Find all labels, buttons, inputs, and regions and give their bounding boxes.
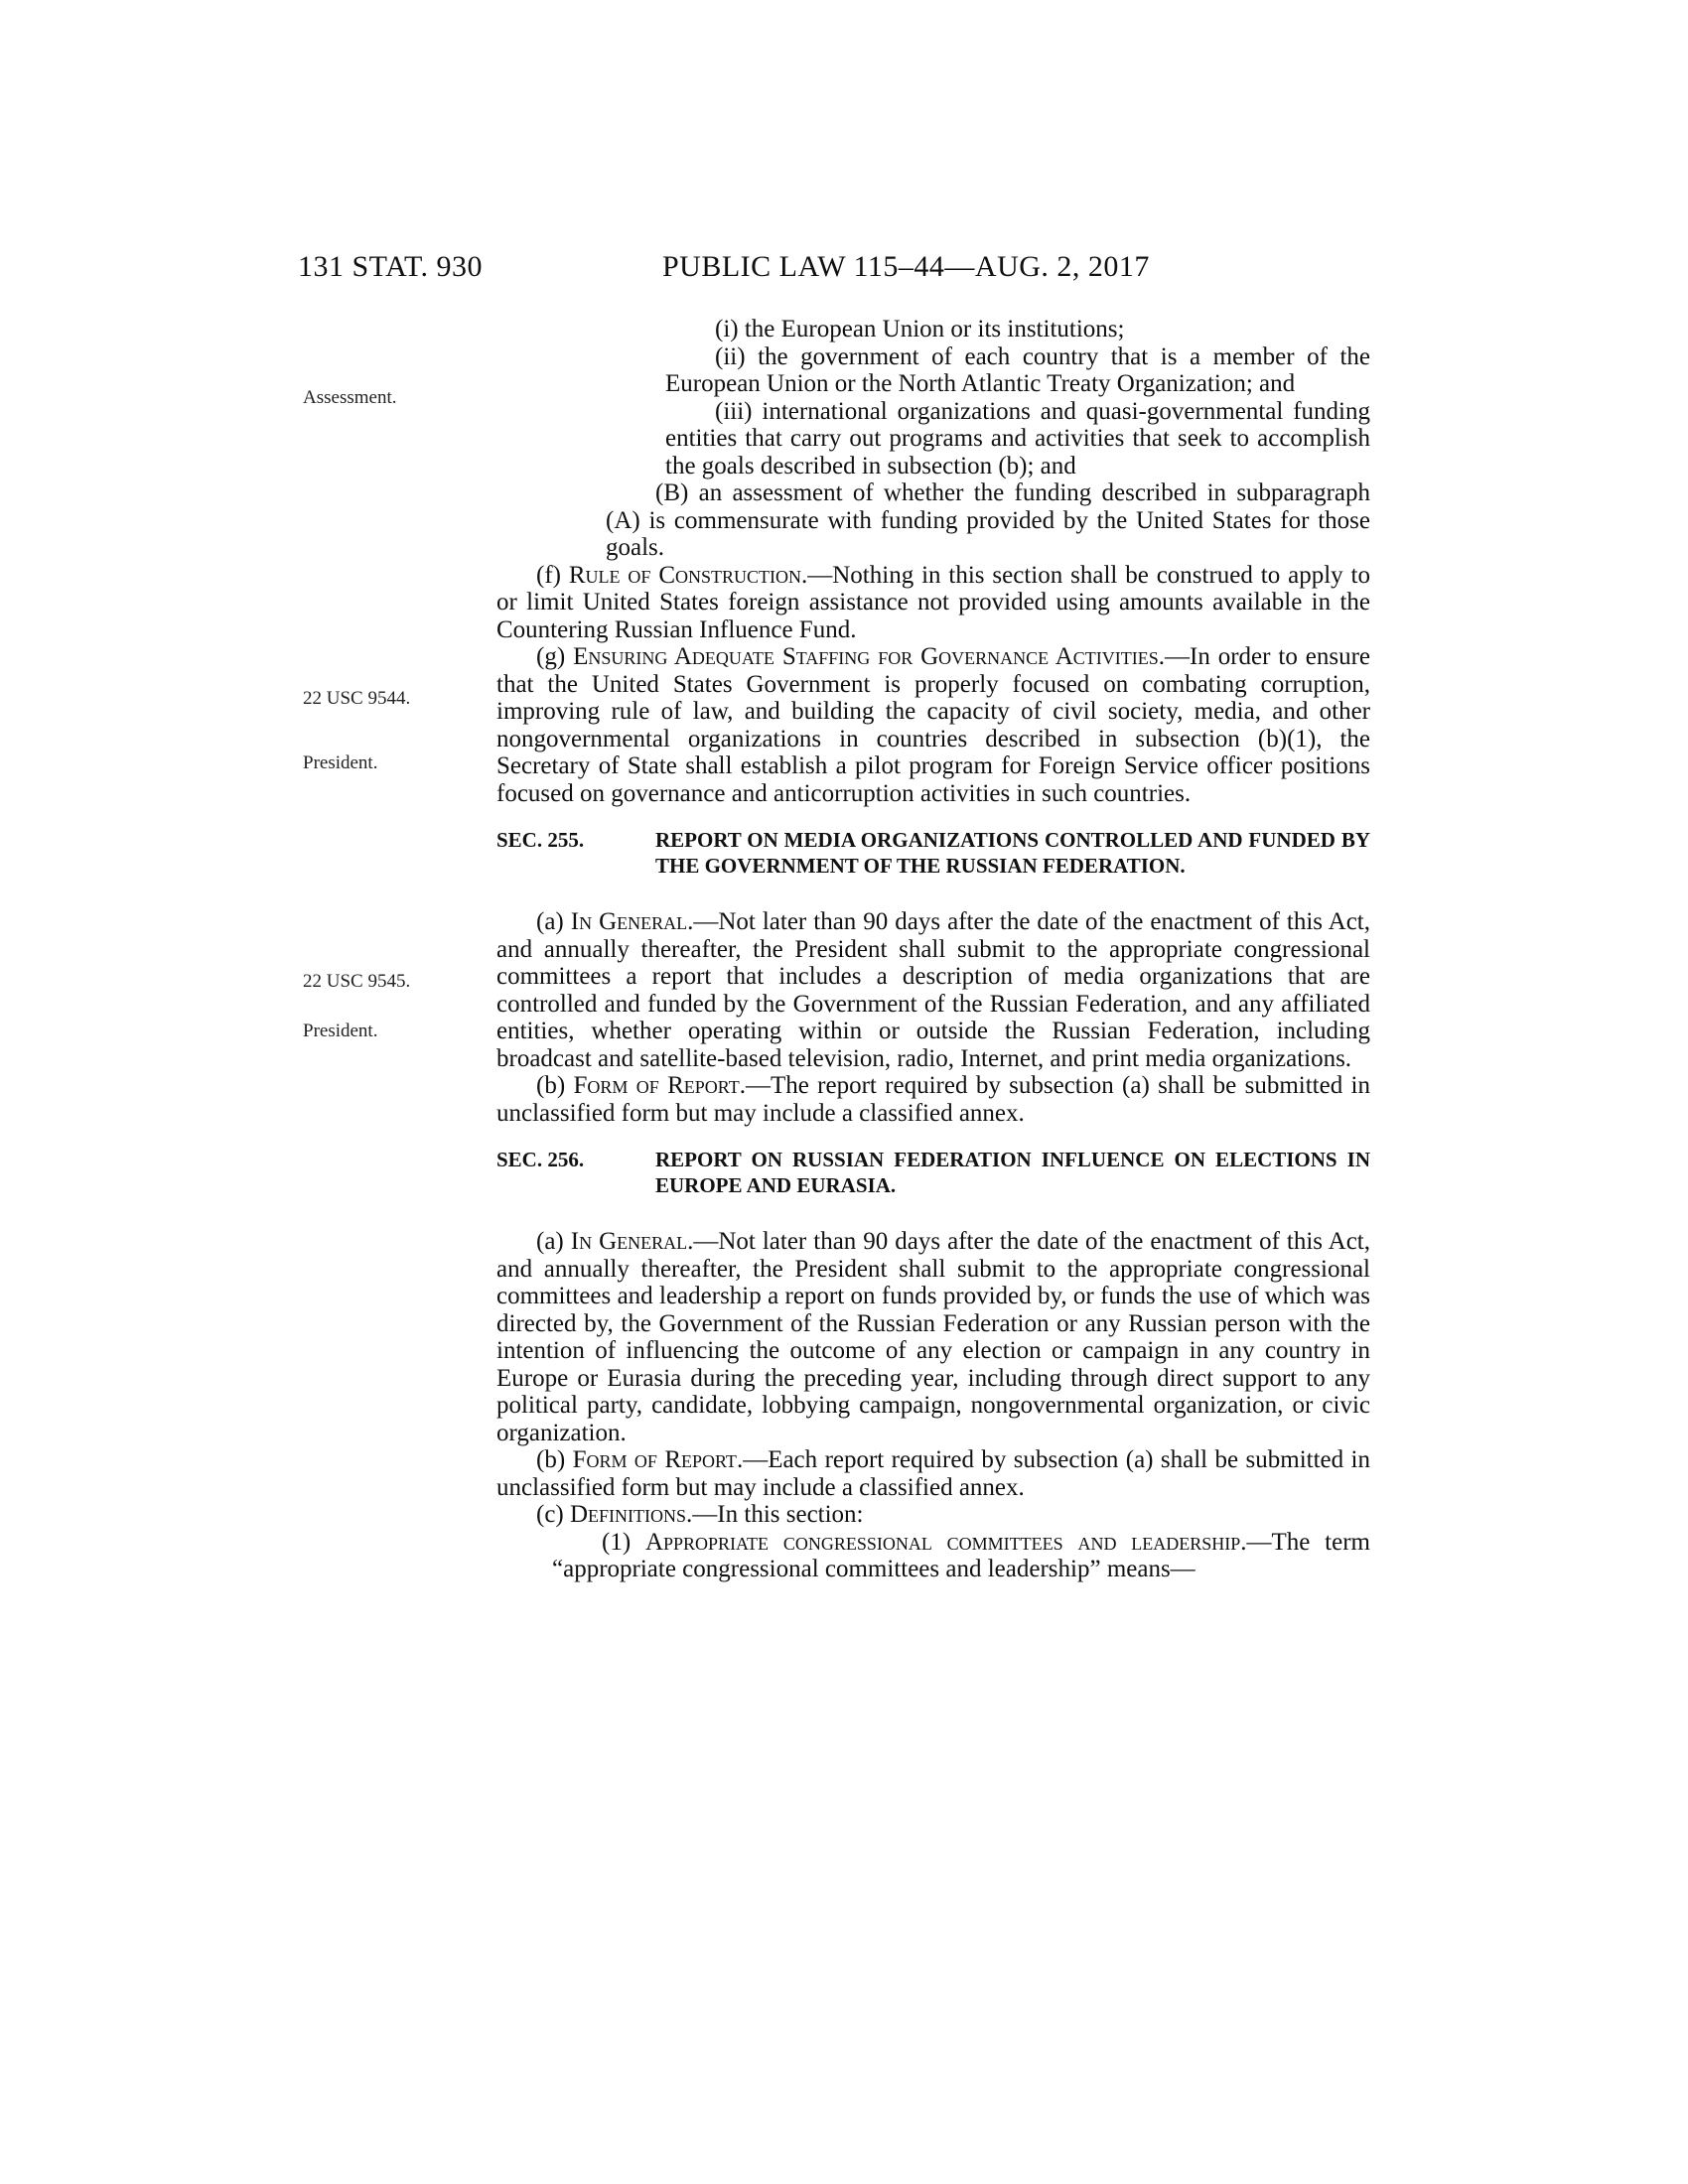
subsection-heading: Ensuring Adequate Staffing for Governance Activities xyxy=(573,643,1159,670)
subsection-f: (f) Rule of Construction.—Nothing in this section shall be construed to apply to or limit United States foreign assistance not provided using amounts available in the Countering Russian Influence Fund. xyxy=(496,561,1370,643)
margin-note-usc-9545: 22 USC 9545. xyxy=(303,971,411,992)
subsection-heading: Rule of Construction xyxy=(568,561,801,589)
subsection-heading: Definitions xyxy=(570,1501,687,1528)
subparagraph-b: (B) an assessment of whether the funding described in subparagraph (A) is commensurate with funding provided by the United States for those goals. xyxy=(606,479,1370,561)
section-256-subsection-a: (a) In General.—Not later than 90 days after the date of the enactment of this Act, and annually thereafter, the President shall submit to the appropriate congressional committees and leadership a report on funds provided by, or funds the use of which was directed by, the Government of the Russian Federation or any Russian person with the intention of influencing the outcome of any election or campaign in any country in Europe or Eurasia during the preceding year, including through direct support to any political party, candidate, lobbying campaign, nongovernmental organization, or civic organization. xyxy=(496,1228,1370,1446)
section-256-heading: SEC. 256. REPORT ON RUSSIAN FEDERATION INFLUENCE ON ELECTIONS IN EUROPE AND EURASIA. xyxy=(496,1148,1370,1197)
section-255-heading: SEC. 255. REPORT ON MEDIA ORGANIZATIONS CONTROLLED AND FUNDED BY THE GOVERNMENT OF THE RUSSIAN FEDERATION. xyxy=(496,828,1370,878)
margin-note-assessment: Assessment. xyxy=(303,387,397,408)
clause-i: (i) the European Union or its institutions; xyxy=(715,316,1125,342)
section-255-subsection-a: (a) In General.—Not later than 90 days after the date of the enactment of this Act, and annually thereafter, the President shall submit to the appropriate congressional committees a report that includes a description of media organizations that are controlled and funded by the Government of the Russian Federation, and any affiliated entities, whether operating within or outside the Russian Federation, including broadcast and satellite-based television, radio, Internet, and print media organizations. xyxy=(496,908,1370,1072)
subsection-g: (g) Ensuring Adequate Staffing for Governance Activities.—In order to ensure that the United States Government is properly focused on combating corruption, improving rule of law, and building the capacity of civil society, media, and other nongovernmental organizations in countries described in subsection (b)(1), the Secretary of State shall establish a pilot program for Foreign Service officer positions focused on governance and anticorruption activities in such countries. xyxy=(496,643,1370,807)
section-256-subsection-c: (c) Definitions.—In this section: xyxy=(536,1501,864,1528)
margin-note-president: President. xyxy=(303,1021,378,1041)
definition-1: (1) Appropriate congressional committees and leadership.—The term “appropriate congressional committees and leadership” means— xyxy=(552,1528,1370,1582)
section-255-subsection-b: (b) Form of Report.—The report required by subsection (a) shall be submitted in unclassified form but may include a classified annex. xyxy=(496,1072,1370,1127)
subsection-heading: In General xyxy=(570,1228,688,1255)
stat-page-number: 131 STAT. 930 xyxy=(298,250,484,283)
margin-note-president: President. xyxy=(303,752,378,773)
clause-iii: (iii) international organizations and quasi-governmental funding entities that carry out programs and activities that seek to accomplish the goals described in subsection (b); and xyxy=(665,397,1370,479)
public-law-title: PUBLIC LAW 115–44—AUG. 2, 2017 xyxy=(662,250,1150,283)
page-header xyxy=(0,250,1688,290)
margin-note-usc-9544: 22 USC 9544. xyxy=(303,688,411,709)
statute-body xyxy=(496,316,1370,1583)
subsection-heading: Form of Report xyxy=(573,1072,740,1099)
subsection-heading: In General xyxy=(570,908,688,935)
section-256-subsection-b: (b) Form of Report.—Each report required by subsection (a) shall be submitted in unclassified form but may include a classified annex. xyxy=(496,1446,1371,1501)
subsection-heading: Form of Report xyxy=(572,1446,737,1473)
definition-heading: Appropriate congressional committees and leadership xyxy=(644,1528,1241,1556)
clause-ii: (ii) the government of each country that is a member of the European Union or the North Atlantic Treaty Organization; and xyxy=(665,342,1370,397)
